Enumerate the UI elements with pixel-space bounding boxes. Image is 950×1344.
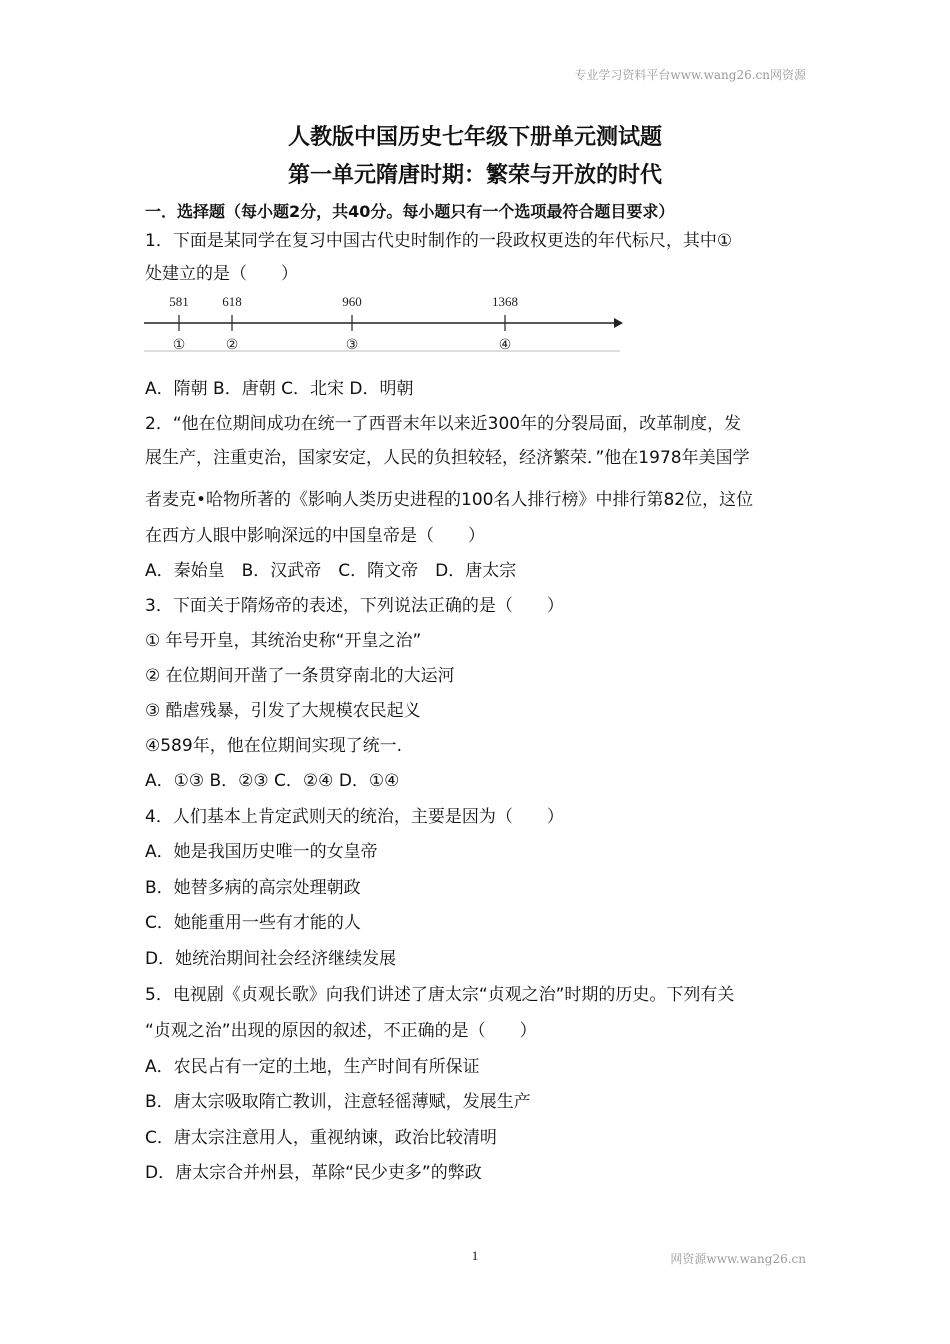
year-label-2: 618 bbox=[222, 294, 242, 309]
unit-title: 第一单元隋唐时期：繁荣与开放的时代 bbox=[287, 163, 662, 188]
year-label-3: 960 bbox=[342, 294, 362, 309]
page-number: 1 bbox=[471, 1248, 479, 1263]
question-1-options: A．隋朝 B．唐朝 C．北宋 D．明朝 bbox=[145, 379, 414, 399]
marker-1: ① bbox=[172, 337, 186, 353]
question-4-stem: 4．人们基本上肯定武则天的统治，主要是因为（ ） bbox=[145, 807, 564, 827]
question-2-stem-line-1: 2．“他在位期间成功在统一了西晋末年以来近300年的分裂局面，改革制度，发 bbox=[145, 414, 742, 434]
question-3-statement-4: ④589年，他在位期间实现了统一. bbox=[145, 736, 403, 756]
footer-watermark: 网资源www.wang26.cn bbox=[670, 1252, 806, 1266]
question-2-options: A．秦始皇 B．汉武帝 C．隋文帝 D．唐太宗 bbox=[145, 561, 517, 581]
question-2-stem-line-4: 在西方人眼中影响深远的中国皇帝是（ ） bbox=[145, 526, 485, 546]
question-3-options: A．①③ B．②③ C．②④ D．①④ bbox=[145, 771, 400, 791]
question-4-option-a: A．她是我国历史唯一的女皇帝 bbox=[145, 842, 378, 862]
year-label-4: 1368 bbox=[492, 294, 518, 309]
question-3-stem: 3．下面关于隋炀帝的表述，下列说法正确的是（ ） bbox=[145, 596, 564, 616]
question-4-option-b: B．她替多病的高宗处理朝政 bbox=[145, 878, 361, 898]
question-3-statement-3: ③ 酷虐残暴，引发了大规模农民起义 bbox=[145, 701, 421, 721]
question-5-option-a: A．农民占有一定的土地，生产时间有所保证 bbox=[145, 1057, 480, 1077]
timeline-arrow bbox=[614, 318, 623, 328]
question-4-option-d: D．她统治期间社会经济继续发展 bbox=[145, 949, 397, 969]
question-5-stem-line-1: 5．电视剧《贞观长歌》向我们讲述了唐太宗“贞观之治”时期的历史。下列有关 bbox=[145, 985, 735, 1005]
page-title: 人教版中国历史七年级下册单元测试题 bbox=[287, 125, 662, 150]
marker-3: ③ bbox=[345, 337, 359, 353]
year-label-1: 581 bbox=[169, 294, 189, 309]
question-5-option-c: C．唐太宗注意用人，重视纳谏，政治比较清明 bbox=[145, 1128, 497, 1148]
question-2-stem-line-3: 者麦克•哈物所著的《影响人类历史进程的100名人排行榜》中排行第82位，这位 bbox=[145, 490, 754, 510]
section-heading: 一．选择题（每小题2分，共40分。每小题只有一个选项最符合题目要求） bbox=[145, 202, 675, 221]
question-3-statement-1: ① 年号开皇，其统治史称“开皇之治” bbox=[145, 631, 422, 651]
question-1-stem-line-1: 1．下面是某同学在复习中国古代史时制作的一段政权更迭的年代标尺，其中① bbox=[145, 231, 733, 251]
question-5-stem-line-2: “贞观之治”出现的原因的叙述，不正确的是（ ） bbox=[145, 1021, 537, 1041]
question-4-option-c: C．她能重用一些有才能的人 bbox=[145, 913, 361, 933]
marker-4: ④ bbox=[498, 337, 512, 353]
question-1-stem-line-2: 处建立的是（ ） bbox=[145, 264, 298, 284]
question-3-statement-2: ② 在位期间开凿了一条贯穿南北的大运河 bbox=[145, 666, 455, 686]
header-watermark: 专业学习资料平台www.wang26.cn网资源 bbox=[574, 68, 806, 82]
marker-2: ② bbox=[225, 337, 239, 353]
question-2-stem-line-2: 展生产，注重吏治，国家安定，人民的负担较轻，经济繁荣．”他在1978年美国学 bbox=[145, 448, 750, 468]
question-5-option-b: B．唐太宗吸取隋亡教训，注意轻徭薄赋，发展生产 bbox=[145, 1092, 531, 1112]
timeline-ruler-figure bbox=[142, 290, 627, 356]
question-5-option-d: D．唐太宗合并州县，革除“民少吏多”的弊政 bbox=[145, 1163, 482, 1183]
